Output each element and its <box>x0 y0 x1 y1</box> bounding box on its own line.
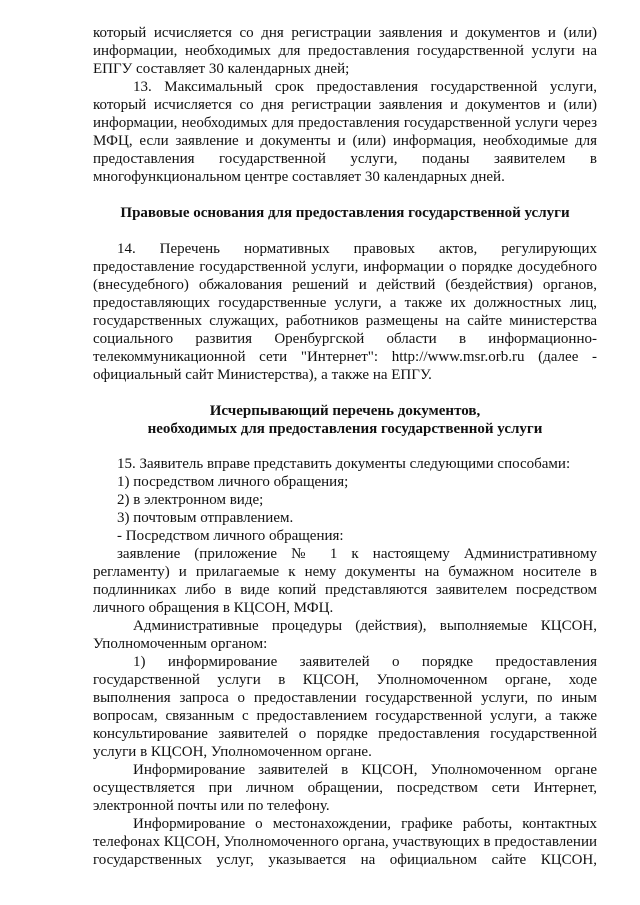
text-line: (внесудебного) обжалования решений и действий (бездействия) органов, <box>93 277 597 293</box>
text-line: Информирование о местонахождении, графике работы, контактных <box>133 816 597 832</box>
text-line: государственной услуги в КЦСОН, Уполномоченном органе, ходе <box>93 672 597 688</box>
text-line: социального развития Оренбургской области в информационно- <box>93 331 597 347</box>
text-line: предоставления государственной услуги, поданы заявителем в <box>93 151 597 167</box>
section-heading: Правовые основания для предоставления государственной услуги <box>120 205 570 221</box>
text-line: регламенту) и прилагаемые к нему документы на бумажном носителе в <box>93 564 597 580</box>
text-line: государственных служащих, работников размещены на сайте министерства <box>93 313 597 329</box>
text-line: 14. Перечень нормативных правовых актов, регулирующих <box>117 241 597 257</box>
text-line: 13. Максимальный срок предоставления государственной услуги, <box>133 79 597 95</box>
text-line: МФЦ, если заявление и документы и (или) информация, необходимые для <box>93 133 597 149</box>
text-line: вопросам, связанным с предоставлением государственной услуги, а также <box>93 708 597 724</box>
text-line: услуги в КЦСОН, Уполномоченном органе. <box>93 744 372 760</box>
text-line: предоставление государственной услуги, информации о порядке досудебного <box>93 259 597 275</box>
text-line: телефонах КЦСОН, Уполномоченного органа, участвующих в предоставлении <box>93 834 597 850</box>
text-line: Административные процедуры (действия), выполняемые КЦСОН, <box>133 618 597 634</box>
text-line: 15. Заявитель вправе представить документы следующими способами: <box>117 456 571 472</box>
text-line: официальный сайт Министерства), а также на ЕПГУ. <box>93 367 432 383</box>
section-heading: необходимых для предоставления государственной услуги <box>147 421 543 437</box>
text-line: осуществляется при личном обращении, посредством сети Интернет, <box>93 780 597 796</box>
list-item: 2) в электронном виде; <box>117 492 264 508</box>
text-line: телекоммуникационной сети "Интернет": http://www.msr.orb.ru (далее - <box>93 349 597 365</box>
text-line: выполнения запроса о предоставлении государственной услуги, по иным <box>93 690 597 706</box>
text-line: 1) информирование заявителей о порядке предоставления <box>133 654 597 670</box>
text-line: Информирование заявителей в КЦСОН, Уполномоченном органе <box>133 762 597 778</box>
text-line: предоставляющих государственные услуги, а также их должностных лиц, <box>93 295 597 311</box>
text-line: многофункциональном центре составляет 30 календарных дней. <box>93 169 505 185</box>
text-line: заявление (приложение № 1 к настоящему Административному <box>117 546 597 562</box>
text-line: Уполномоченным органом: <box>93 636 268 652</box>
text-line: государственных услуг, указывается на официальном сайте КЦСОН, <box>93 852 597 868</box>
section-heading: Исчерпывающий перечень документов, <box>209 403 481 419</box>
list-item: - Посредством личного обращения: <box>117 528 344 544</box>
list-item: 1) посредством личного обращения; <box>117 474 349 490</box>
text-line: ЕПГУ составляет 30 календарных дней; <box>93 61 350 77</box>
text-line: личного обращения в КЦСОН, МФЦ. <box>93 600 334 616</box>
text-line: который исчисляется со дня регистрации заявления и документов и (или) <box>93 97 597 113</box>
text-line: информации, необходимых для предоставления государственной услуги на <box>93 43 597 59</box>
list-item: 3) почтовым отправлением. <box>117 510 294 526</box>
text-line: информации, необходимых для предоставления государственной услуги через <box>93 115 597 131</box>
text-line: электронной почты или по телефону. <box>93 798 330 814</box>
text-line: консультирование заявителей о порядке предоставления государственной <box>93 726 597 742</box>
text-line: подлинниках либо в виде копий представляются заявителем посредством <box>93 582 597 598</box>
text-line: который исчисляется со дня регистрации заявления и документов и (или) <box>93 25 597 41</box>
